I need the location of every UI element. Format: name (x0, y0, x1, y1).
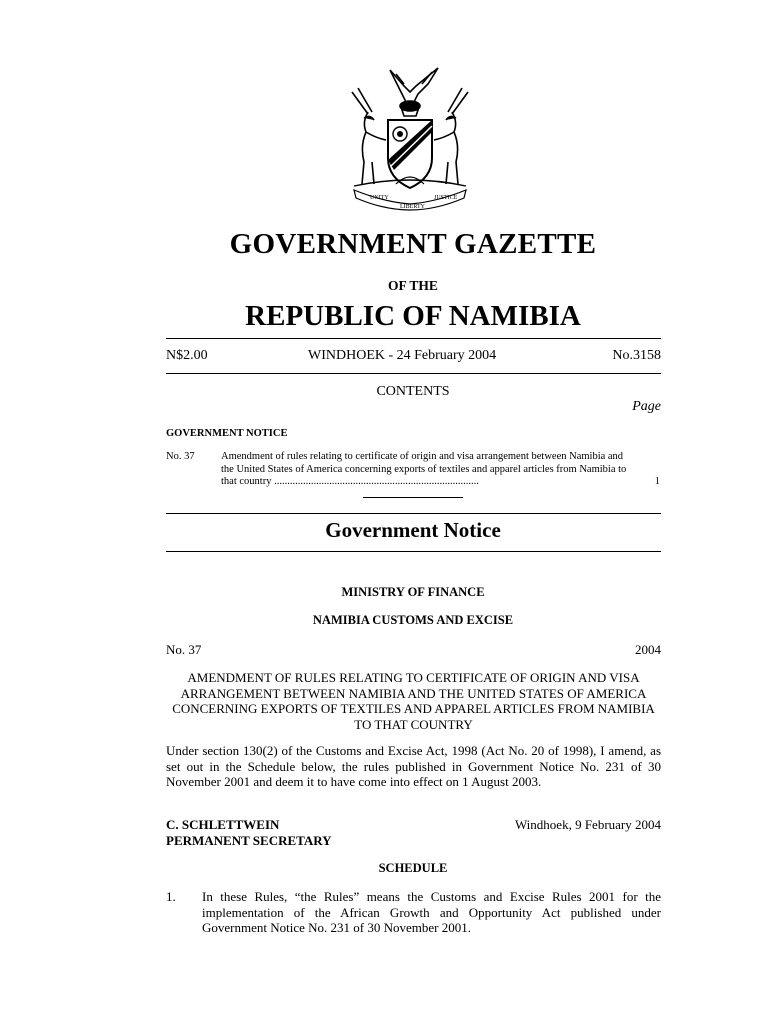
signer-block (166, 817, 332, 848)
oryx-left-icon (352, 88, 386, 184)
sign-date: Windhoek, 9 February 2004 (514, 817, 661, 832)
issue-number: No.3158 (612, 348, 661, 363)
contents-section-heading: GOVERNMENT NOTICE (166, 428, 288, 439)
toc-entry-text: Amendment of rules relating to certificate of origin and visa arrangement between Namibia and the United States of America concerning exports of textiles and apparel articles from Namibia to that country .............................................................................. (221, 451, 627, 487)
schedule-item-text: In these Rules, “the Rules” means the Customs and Excise Rules 2001 for the implementation of the African Growth and Opportunity Act published under Government Notice No. 231 of 30 November 2001. (202, 889, 661, 935)
signer-title: PERMANENT SECRETARY (166, 832, 332, 848)
coat-of-arms-emblem (344, 62, 476, 212)
oryx-right-icon (434, 88, 468, 184)
ministry-heading: MINISTRY OF FINANCE (341, 585, 485, 599)
divider (166, 338, 661, 339)
issue-place-date: WINDHOEK - 24 February 2004 (308, 348, 497, 363)
contents-heading: CONTENTS (376, 384, 450, 399)
divider (166, 551, 661, 552)
toc-entry-page: 1 (654, 476, 660, 487)
divider (166, 373, 661, 374)
gazette-title: GOVERNMENT GAZETTE (229, 228, 597, 260)
motto-center: LIBERTY (400, 204, 425, 210)
notice-number: No. 37 (166, 642, 202, 657)
divider (166, 513, 661, 514)
notice-title: Government Notice (325, 518, 501, 542)
issue-price: N$2.00 (166, 348, 208, 363)
motto-ribbon (354, 190, 466, 210)
motto-left: UNITY (370, 195, 389, 201)
page-column-label: Page (632, 399, 661, 414)
republic-title: REPUBLIC OF NAMIBIA (245, 300, 581, 332)
motto-right: JUSTICE (434, 195, 458, 201)
department-heading: NAMIBIA CUSTOMS AND EXCISE (312, 613, 514, 627)
signer-name: C. SCHLETTWEIN (166, 817, 280, 832)
of-the-label: OF THE (388, 278, 438, 293)
notice-year: 2004 (635, 642, 661, 657)
eagle-icon (390, 68, 438, 116)
schedule-item-number: 1. (166, 889, 176, 904)
notice-body: Under section 130(2) of the Customs and Excise Act, 1998 (Act No. 20 of 1998), I amend, as set out in the Schedule below, the rules published in Government Notice No. 231 of 30 November 2001 and deem it to have come into effect on 1 August 2003. (166, 743, 661, 789)
schedule-heading: SCHEDULE (378, 861, 448, 875)
amendment-title: AMENDMENT OF RULES RELATING TO CERTIFICATE OF ORIGIN AND VISA ARRANGEMENT BETWEEN NAMIBIA AND THE UNITED STATES OF AMERICA CONCERNING EXPORTS OF TEXTILES AND APPAREL ARTICLES FROM NAMIBIA TO THAT COUNTRY (172, 670, 655, 732)
toc-entry-number: No. 37 (166, 451, 195, 462)
shield-icon (388, 120, 432, 188)
contents-end-rule (363, 497, 463, 498)
